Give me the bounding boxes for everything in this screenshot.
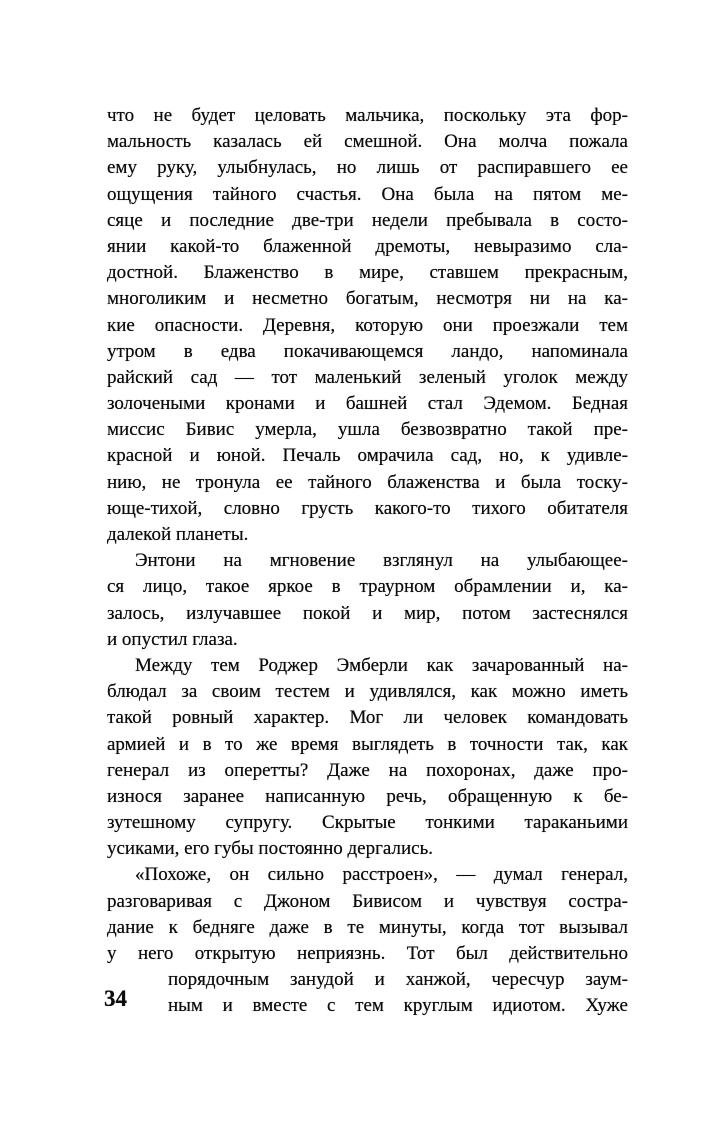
text-line: генерал из оперетты? Даже на похоронах, даже про- bbox=[107, 759, 628, 781]
text-line: райский сад — тот маленький зеленый уголок между bbox=[107, 366, 628, 388]
text-line: «Похоже, он сильно расстроен», — думал генерал, bbox=[135, 864, 628, 886]
text-line: усиками, его губы постоянно дергались. bbox=[107, 838, 433, 860]
text-line: золочеными кронами и башней стал Эдемом. Бедная bbox=[107, 393, 628, 415]
text-line: мальность казалась ей смешной. Она молча пожала bbox=[107, 131, 628, 153]
text-line: Энтони на мгновение взглянул на улыбающее- bbox=[135, 550, 628, 572]
text-line: кие опасности. Деревня, которую они проезжали тем bbox=[107, 314, 628, 336]
text-line: блюдал за своим тестем и удивлялся, как можно иметь bbox=[107, 681, 628, 703]
text-line: такой ровный характер. Мог ли человек командовать bbox=[107, 707, 628, 729]
text-line: достной. Блаженство в мире, ставшем прекрасным, bbox=[107, 262, 628, 284]
text-line: янии какой-то блаженной дремоты, невыразимо сла- bbox=[107, 235, 628, 257]
text-line: далекой планеты. bbox=[107, 524, 249, 545]
text-line: красной и юной. Печаль омрачила сад, но, к удивле- bbox=[107, 445, 628, 467]
text-line: сяце и последние две-три недели пребывала в состо- bbox=[107, 209, 628, 231]
text-line: юще-тихой, словно грусть какого-то тихого обитателя bbox=[107, 497, 628, 519]
body-text bbox=[107, 103, 628, 1020]
text-line: ным и вместе с тем круглым идиотом. Хуже bbox=[168, 995, 628, 1017]
text-line: у него открытую неприязнь. Тот был действительно bbox=[107, 943, 628, 964]
page-number: 34 bbox=[104, 986, 127, 1011]
text-line: залось, излучавшее покой и мир, потом застеснялся bbox=[107, 602, 628, 624]
text-line: Между тем Роджер Эмберли как зачарованный на- bbox=[135, 654, 628, 676]
text-line: дание к бедняге даже в те минуты, когда тот вызывал bbox=[107, 916, 628, 938]
text-line: и опустил глаза. bbox=[107, 628, 238, 650]
text-line: износя заранее написанную речь, обращенную к бе- bbox=[107, 785, 628, 807]
text-line: нию, не тронула ее тайного блаженства и была тоску- bbox=[107, 471, 628, 493]
text-line: утром в едва покачивающемся ландо, напоминала bbox=[107, 340, 628, 362]
text-line: ся лицо, такое яркое в траурном обрамлении и, ка- bbox=[107, 576, 628, 598]
text-line: разговаривая с Джоном Бивисом и чувствуя состра- bbox=[107, 890, 628, 912]
text-line: ему руку, улыбнулась, но лишь от распиравшего ее bbox=[107, 157, 628, 179]
text-line: миссис Бивис умерла, ушла безвозвратно такой пре- bbox=[107, 419, 628, 441]
text-line: ощущения тайного счастья. Она была на пятом ме- bbox=[107, 183, 628, 205]
text-line: что не будет целовать мальчика, поскольку эта фор- bbox=[107, 105, 628, 126]
text-line: зутешному супругу. Скрытые тонкими тараканьими bbox=[107, 812, 628, 834]
text-line: армией и в то же время выглядеть в точности так, как bbox=[107, 733, 628, 755]
text-line: многоликим и несметно богатым, несмотря ни на ка- bbox=[107, 288, 628, 310]
text-line: порядочным занудой и ханжой, чересчур заум- bbox=[168, 969, 628, 991]
